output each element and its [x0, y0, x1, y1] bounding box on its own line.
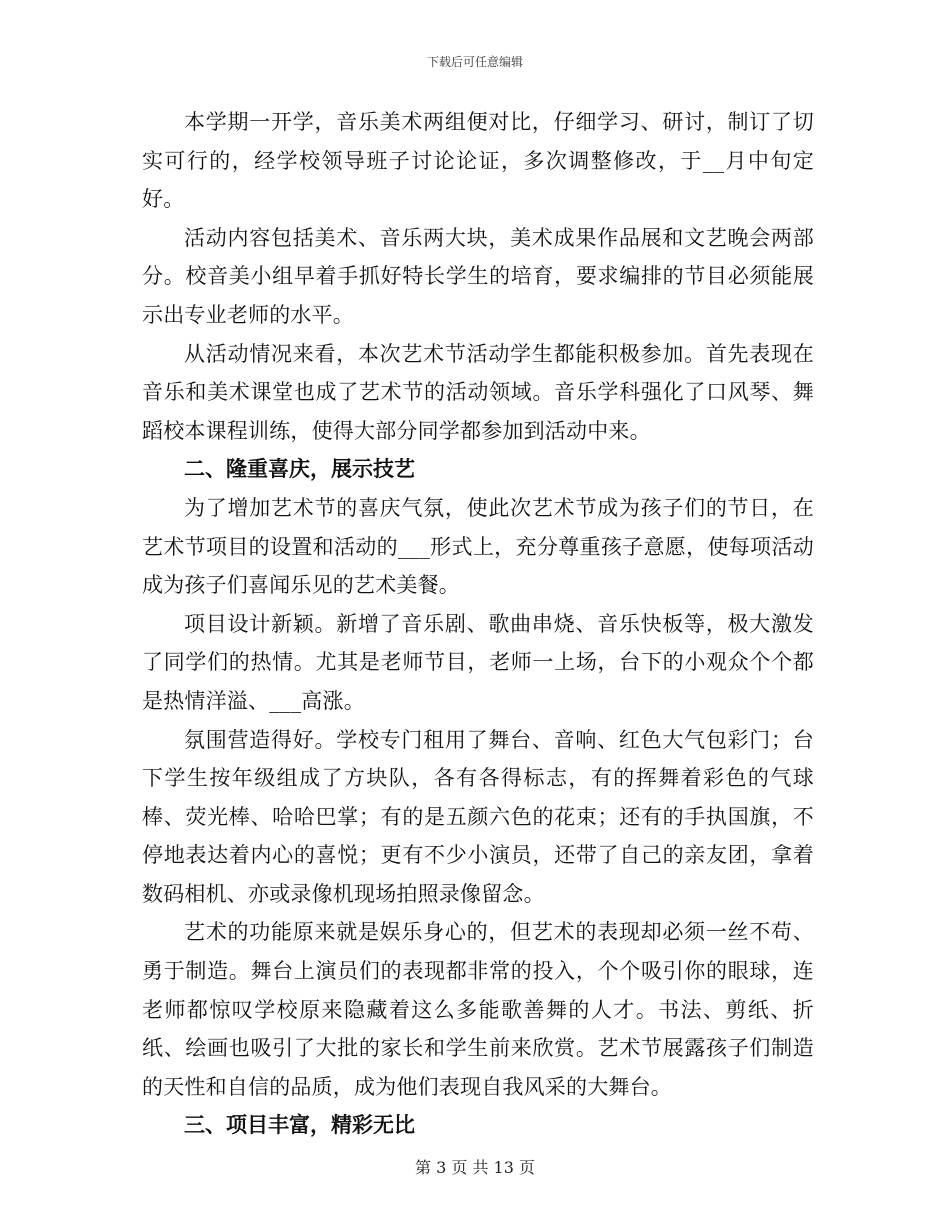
paragraph-activity-content: 活动内容包括美术、音乐两大块，美术成果作品展和文艺晚会两部分。校音美小组早着手抓好特长学生的培育，要求编排的节目必须能展示出专业老师的水平。 — [142, 225, 814, 327]
paragraph-ambience: 氛围营造得好。学校专门租用了舞台、音响、红色大气包彩门；台下学生按年级组成了方块队，各有各得标志，有的挥舞着彩色的气球棒、荧光棒、哈哈巴掌；有的是五颜六色的花束；还有的手执国旗，不停地表达着内心的喜悦；更有不少小演员，还带了自己的亲友团，拿着数码相机、亦或录像机现场拍照录像留念。 — [142, 727, 814, 906]
page-number: 第 3 页 共 13 页 — [415, 1158, 535, 1177]
paragraph-art-function: 艺术的功能原来就是娱乐身心的，但艺术的表现却必须一丝不苟、勇于制造。舞台上演员们的表现都非常的投入，个个吸引你的眼球，连老师都惊叹学校原来隐藏着这么多能歌善舞的人才。书法、剪纸、折纸、绘画也吸引了大批的家长和学生前来欣赏。艺术节展露孩子们制造的天性和自信的品质，成为他们表现自我风采的大舞台。 — [142, 920, 814, 1099]
section-heading-two: 二、隆重喜庆，展示技艺 — [184, 457, 415, 482]
paragraph-participation: 从活动情况来看，本次艺术节活动学生都能积极参加。首先表现在音乐和美术课堂也成了艺术节的活动领域。音乐学科强化了口风琴、舞蹈校本课程训练，使得大部分同学都参加到活动中来。 — [142, 341, 814, 443]
section-heading-three: 三、项目丰富，精彩无比 — [184, 1113, 415, 1138]
paragraph-plan-intro: 本学期一开学，音乐美术两组便对比，仔细学习、研讨，制订了切实可行的，经学校领导班子讨论论证，多次调整修改，于__月中旬定好。 — [142, 110, 814, 212]
paragraph-novel-design: 项目设计新颖。新增了音乐剧、歌曲串烧、音乐快板等，极大激发了同学们的热情。尤其是老师节目，老师一上场，台下的小观众个个都是热情洋溢、___高涨。 — [142, 611, 814, 713]
paragraph-festive-atmosphere: 为了增加艺术节的喜庆气氛，使此次艺术节成为孩子们的节日，在艺术节项目的设置和活动的___形式上，充分尊重孩子意愿，使每项活动成为孩子们喜闻乐见的艺术美餐。 — [142, 495, 814, 598]
document-body — [142, 103, 814, 1145]
page-header-note: 下载后可任意编辑 — [426, 55, 523, 69]
